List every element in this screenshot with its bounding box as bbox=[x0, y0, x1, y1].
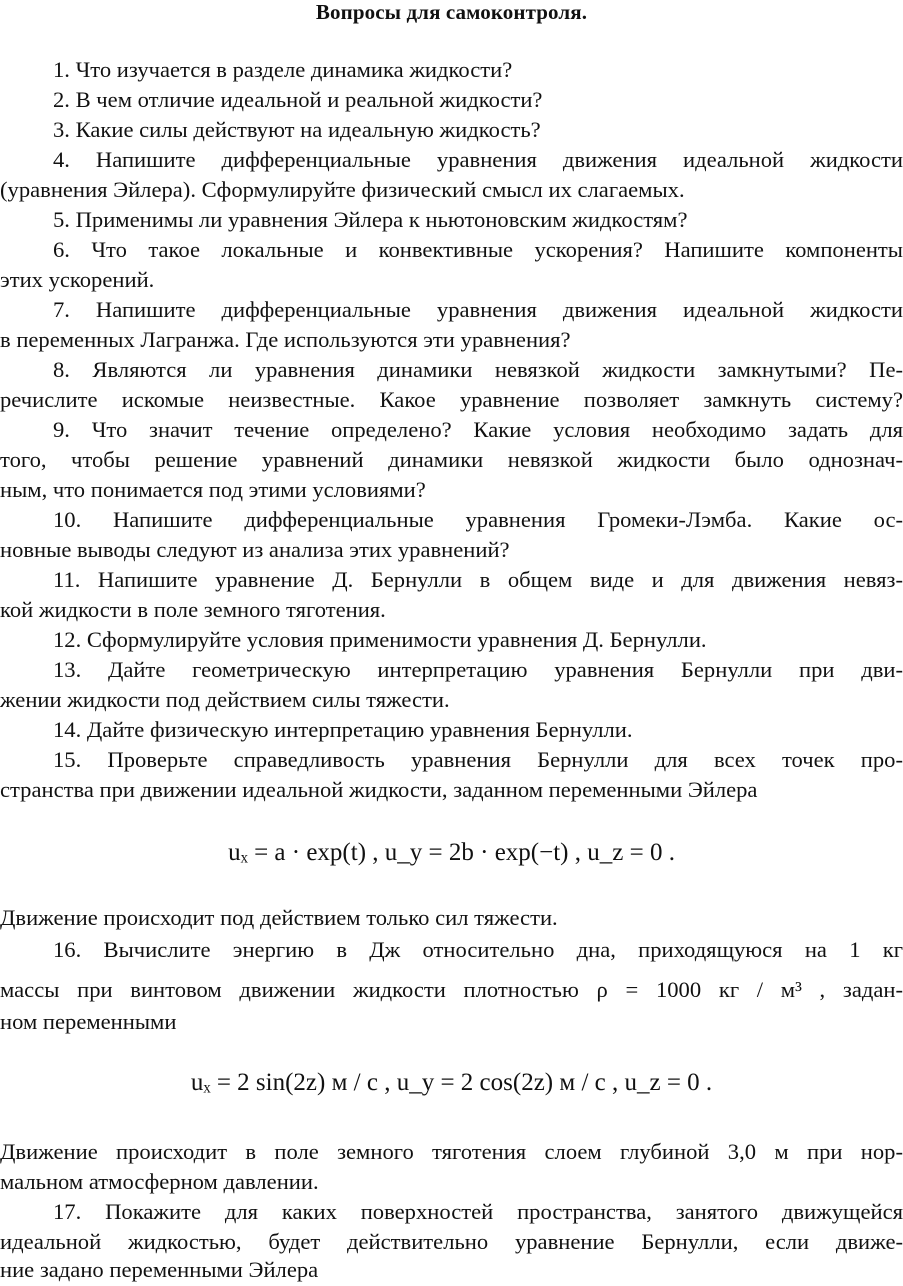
question-13-line-1: 13. Дайте геометрическую интерпретацию уравнения Бернулли при дви- bbox=[53, 657, 903, 682]
question-4-line-1: 4. Напишите дифференциальные уравнения движения идеальной жидкости bbox=[53, 147, 903, 172]
question-12: 12. Сформулируйте условия применимости уравнения Д. Бернулли. bbox=[53, 627, 707, 652]
question-16-line-2: массы при винтовом движении жидкости плотностью ρ = 1000 кг / м³ , задан- bbox=[0, 977, 903, 1002]
question-9-line-2: того, чтобы решение уравнений динамики невязкой жидкости было однознач- bbox=[0, 447, 903, 472]
question-6-line-1: 6. Что такое локальные и конвективные ускорения? Напишите компоненты bbox=[53, 237, 903, 262]
formula-velocity-2-text: uₓ = 2 sin(2z) м / с , u_y = 2 cos(2z) м / с , u_z = 0 . bbox=[190, 1069, 713, 1096]
question-10-line-1: 10. Напишите дифференциальные уравнения Громеки-Лэмба. Какие ос- bbox=[53, 507, 903, 532]
question-9-line-1: 9. Что значит течение определено? Какие условия необходимо задать для bbox=[53, 417, 903, 442]
question-11-line-1: 11. Напишите уравнение Д. Бернулли в общем виде и для движения невяз- bbox=[53, 567, 903, 592]
question-14: 14. Дайте физическую интерпретацию уравнения Бернулли. bbox=[53, 717, 633, 742]
question-13-line-2: жении жидкости под действием силы тяжести. bbox=[0, 687, 450, 712]
question-6-line-2: этих ускорений. bbox=[0, 267, 155, 292]
question-17-line-1: 17. Покажите для каких поверхностей пространства, занятого движущейся bbox=[53, 1199, 903, 1224]
question-17-line-3: ние задано переменными Эйлера bbox=[0, 1257, 319, 1282]
page-title: Вопросы для самоконтроля. bbox=[315, 0, 588, 24]
formula-velocity-1-text: uₓ = a · exp(t) , u_y = 2b · exp(−t) , u_z = 0 . bbox=[228, 839, 675, 866]
question-8-line-2: речислите искомые неизвестные. Какое уравнение позволяет замкнуть систему? bbox=[0, 387, 903, 412]
question-5: 5. Применимы ли уравнения Эйлера к ньютоновским жидкостям? bbox=[53, 207, 688, 232]
note-after-formula-2-line-1: Движение происходит в поле земного тяготения слоем глубиной 3,0 м при нор- bbox=[0, 1139, 903, 1164]
question-15-line-1: 15. Проверьте справедливость уравнения Бернулли для всех точек про- bbox=[53, 747, 903, 772]
question-7-line-2: в переменных Лагранжа. Где используются эти уравнения? bbox=[0, 327, 571, 352]
question-2: 2. В чем отличие идеальной и реальной жидкости? bbox=[53, 87, 543, 112]
question-3: 3. Какие силы действуют на идеальную жидкость? bbox=[53, 117, 541, 142]
question-16-line-3: ном переменными bbox=[0, 1009, 177, 1034]
question-4-line-2: (уравнения Эйлера). Сформулируйте физический смысл их слагаемых. bbox=[0, 177, 685, 202]
note-after-formula-2-line-2: мальном атмосферном давлении. bbox=[0, 1169, 319, 1194]
question-17-line-2: идеальной жидкостью, будет действительно уравнение Бернулли, если движе- bbox=[0, 1229, 903, 1254]
question-8-line-1: 8. Являются ли уравнения динамики невязкой жидкости замкнутыми? Пе- bbox=[53, 357, 903, 382]
note-after-formula-1: Движение происходит под действием только сил тяжести. bbox=[0, 905, 558, 930]
question-7-line-1: 7. Напишите дифференциальные уравнения движения идеальной жидкости bbox=[53, 297, 903, 322]
question-11-line-2: кой жидкости в поле земного тяготения. bbox=[0, 597, 386, 622]
question-16-line-1: 16. Вычислите энергию в Дж относительно дна, приходящуюся на 1 кг bbox=[53, 937, 903, 962]
formula-velocity-2 bbox=[0, 1066, 903, 1100]
question-10-line-2: новные выводы следуют из анализа этих уравнений? bbox=[0, 537, 510, 562]
question-15-line-2: странства при движении идеальной жидкости, заданном переменными Эйлера bbox=[0, 777, 758, 802]
question-9-line-3: ным, что понимается под этими условиями? bbox=[0, 477, 426, 502]
formula-velocity-1 bbox=[0, 836, 903, 870]
question-1: 1. Что изучается в разделе динамика жидкости? bbox=[53, 57, 513, 82]
